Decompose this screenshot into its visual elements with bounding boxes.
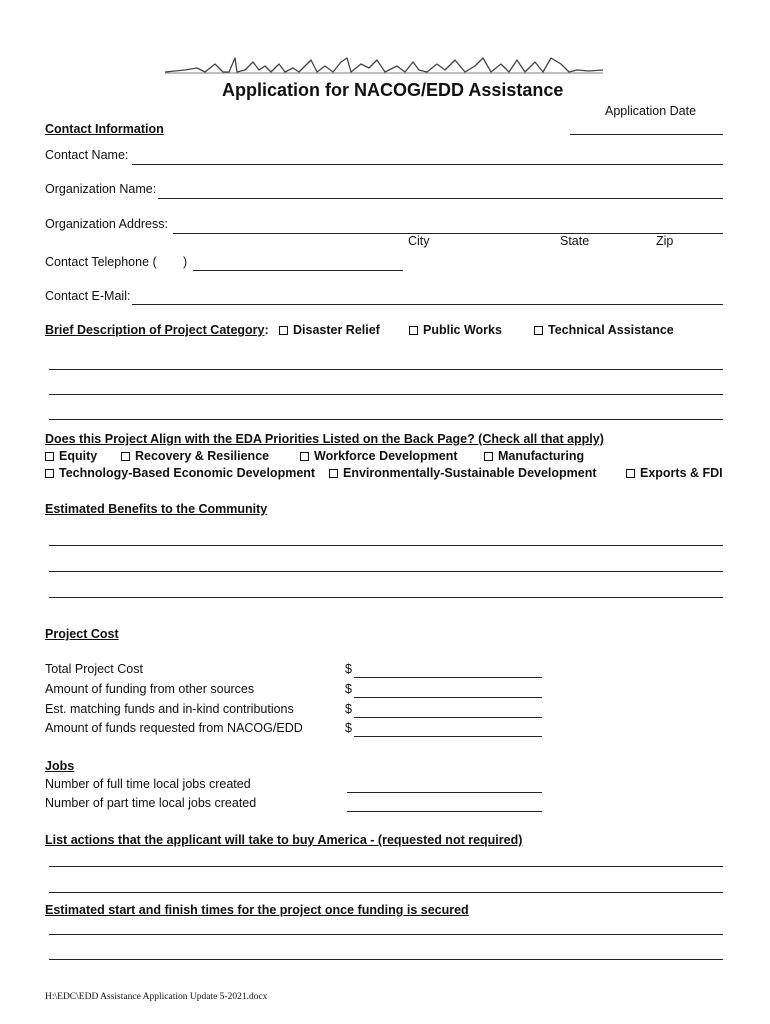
buy-america-line-2[interactable]	[49, 892, 723, 893]
telephone-close-paren: )	[183, 255, 188, 269]
benefits-heading: Estimated Benefits to the Community	[45, 502, 268, 516]
category-description-line-3[interactable]	[49, 419, 723, 420]
full-time-jobs-label: Number of full time local jobs created	[45, 777, 251, 791]
checkbox-icon	[45, 452, 54, 461]
category-description-line-1[interactable]	[49, 369, 723, 370]
timeline-line-1[interactable]	[49, 934, 723, 935]
option-label: Disaster Relief	[293, 323, 380, 337]
matching-funds-label: Est. matching funds and in-kind contributions	[45, 702, 294, 716]
org-name-label: Organization Name:	[45, 182, 157, 196]
jobs-heading: Jobs	[45, 759, 75, 773]
org-name-field[interactable]	[158, 198, 723, 199]
option-label: Recovery & Resilience	[135, 449, 270, 463]
checkbox-manufacturing[interactable]	[484, 449, 584, 463]
application-date-field[interactable]	[570, 134, 723, 135]
other-funding-field[interactable]	[354, 697, 542, 698]
benefits-line-1[interactable]	[49, 545, 723, 546]
contact-name-field[interactable]	[132, 164, 723, 165]
project-cost-heading: Project Cost	[45, 627, 119, 641]
option-label: Environmentally-Sustainable Development	[343, 466, 597, 480]
checkbox-technology-based[interactable]	[45, 466, 315, 480]
checkbox-technical-assistance[interactable]	[534, 323, 674, 337]
part-time-jobs-field[interactable]	[347, 811, 542, 812]
option-label: Technical Assistance	[548, 323, 674, 337]
checkbox-equity[interactable]	[45, 449, 97, 463]
checkbox-icon	[300, 452, 309, 461]
telephone-label: Contact Telephone (	[45, 255, 157, 269]
funds-requested-label: Amount of funds requested from NACOG/EDD	[45, 721, 303, 735]
checkbox-icon	[484, 452, 493, 461]
total-project-cost-field[interactable]	[354, 677, 542, 678]
telephone-field[interactable]	[193, 270, 403, 271]
option-label: Equity	[59, 449, 98, 463]
org-address-label: Organization Address:	[45, 217, 168, 231]
currency-sign: $	[345, 662, 352, 676]
footer-file-path: H:\EDC\EDD Assistance Application Update 5-2021.docx	[45, 992, 268, 1002]
matching-funds-field[interactable]	[354, 717, 542, 718]
category-heading-text: Brief Description of Project Category	[45, 323, 265, 337]
part-time-jobs-label: Number of part time local jobs created	[45, 796, 257, 810]
benefits-line-2[interactable]	[49, 571, 723, 572]
zip-label: Zip	[656, 234, 674, 248]
checkbox-icon	[121, 452, 130, 461]
buy-america-line-1[interactable]	[49, 866, 723, 867]
checkbox-icon	[45, 469, 54, 478]
checkbox-icon	[279, 326, 288, 335]
currency-sign: $	[345, 702, 352, 716]
option-label: Public Works	[423, 323, 502, 337]
checkbox-icon	[329, 469, 338, 478]
category-heading	[45, 323, 269, 337]
state-label: State	[560, 234, 590, 248]
funds-requested-field[interactable]	[354, 736, 542, 737]
checkbox-icon	[409, 326, 418, 335]
category-description-line-2[interactable]	[49, 394, 723, 395]
checkbox-icon	[534, 326, 543, 335]
page-title: Application for NACOG/EDD Assistance	[222, 80, 564, 100]
total-project-cost-label: Total Project Cost	[45, 662, 143, 676]
checkbox-public-works[interactable]	[409, 323, 502, 337]
email-label: Contact E-Mail:	[45, 289, 131, 303]
timeline-heading: Estimated start and finish times for the project once funding is secured	[45, 903, 469, 917]
checkbox-workforce-development[interactable]	[300, 449, 458, 463]
checkbox-environmentally-sustainable[interactable]	[329, 466, 597, 480]
email-field[interactable]	[132, 304, 723, 305]
currency-sign: $	[345, 721, 352, 735]
other-funding-label: Amount of funding from other sources	[45, 682, 255, 696]
timeline-line-2[interactable]	[49, 959, 723, 960]
checkbox-icon	[626, 469, 635, 478]
option-label: Technology-Based Economic Development	[59, 466, 316, 480]
buy-america-heading: List actions that the applicant will take to buy America - (requested not required)	[45, 833, 523, 847]
checkbox-exports-fdi[interactable]	[626, 466, 723, 480]
category-heading-colon: :	[264, 323, 269, 337]
option-label: Exports & FDI	[640, 466, 723, 480]
option-label: Workforce Development	[314, 449, 458, 463]
currency-sign: $	[345, 682, 352, 696]
org-address-field[interactable]	[173, 233, 723, 234]
contact-section-heading: Contact Information	[45, 122, 164, 136]
skyline-logo	[165, 50, 605, 76]
option-label: Manufacturing	[498, 449, 585, 463]
contact-name-label: Contact Name:	[45, 148, 129, 162]
benefits-line-3[interactable]	[49, 597, 723, 598]
eda-priorities-question: Does this Project Align with the EDA Priorities Listed on the Back Page? (Check all that apply)	[45, 432, 604, 446]
application-date-label: Application Date	[605, 104, 697, 118]
city-label: City	[408, 234, 430, 248]
full-time-jobs-field[interactable]	[347, 792, 542, 793]
checkbox-recovery-resilience[interactable]	[121, 449, 269, 463]
checkbox-disaster-relief[interactable]	[279, 323, 380, 337]
